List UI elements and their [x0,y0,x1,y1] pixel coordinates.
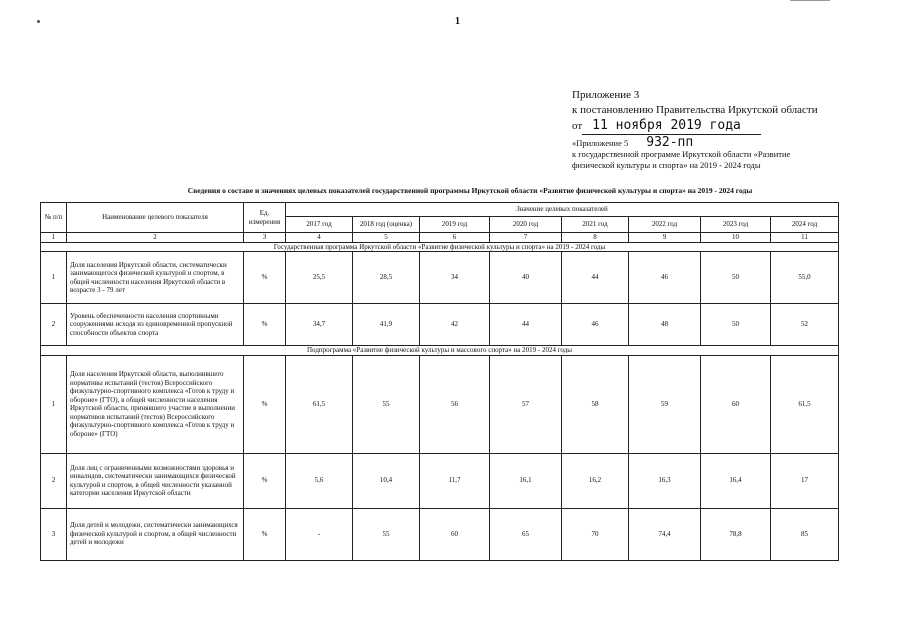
row-value: 50 [701,304,771,346]
row-value: 57 [490,355,562,453]
row-value: 5,6 [286,453,353,508]
row-value: 55 [353,508,420,560]
section-title: Государственная программа Иркутской области «Развитие физической культуры и спорта» на 2019 - 2024 годы [41,242,839,252]
column-index: 1 [41,233,67,243]
column-index: 4 [286,233,353,243]
row-value: 60 [701,355,771,453]
row-num: 1 [41,252,67,304]
row-value: 70 [562,508,629,560]
appendix-ref-block [572,137,832,171]
header-name: Наименование целевого показателя [67,203,244,233]
row-num: 2 [41,453,67,508]
header-year: 2017 год [286,217,353,233]
row-value: 78,8 [701,508,771,560]
appendix-line1: Приложение 3 [572,89,640,101]
row-num: 2 [41,304,67,346]
column-index: 5 [353,233,420,243]
appendix-ref-text: к государственной программе Иркутской области «Развитие физической культуры и спорта» на 2019 - 2024 годы [572,149,791,170]
row-unit: % [244,252,286,304]
row-value: 16,4 [701,453,771,508]
column-index: 6 [420,233,490,243]
row-num: 1 [41,355,67,453]
row-value: 28,5 [353,252,420,304]
appendix-ref-prefix: «Приложение 5 [572,138,629,148]
table-row [41,453,839,508]
header-num: № п/п [41,203,67,233]
column-index: 7 [490,233,562,243]
row-unit: % [244,508,286,560]
row-value: 85 [771,508,839,560]
row-value: 16,2 [562,453,629,508]
row-value: 59 [629,355,701,453]
row-name: Доля детей и молодежи, систематически занимающихся физической культурой и спортом, в общей численности детей и молодежи [67,508,244,560]
row-name: Доля лиц с ограниченными возможностями здоровья и инвалидов, систематически занимающихся физической культурой и спортом, в общей численности указанной категории населения Иркутской области [67,453,244,508]
row-value: 16,1 [490,453,562,508]
row-value: 16,3 [629,453,701,508]
scan-artifact-dot [37,20,40,23]
table-row [41,252,839,304]
appendix-date-line [572,118,818,135]
header-year: 2019 год [420,217,490,233]
row-value: 41,9 [353,304,420,346]
row-value: 44 [562,252,629,304]
appendix-block [572,88,818,135]
row-value: 48 [629,304,701,346]
document-title: Сведения о составе и значениях целевых показателей государственной программы Иркутской области «Развитие физической культуры и спорта» на 2019 - 2024 годы [187,186,753,195]
row-value: 25,5 [286,252,353,304]
header-row [41,203,839,217]
column-index: 3 [244,233,286,243]
header-year: 2021 год [562,217,629,233]
row-value: 11,7 [420,453,490,508]
section-title: Подпрограмма «Развитие физической культуры и массового спорта» на 2019 - 2024 годы [41,346,839,356]
appendix-ref-line [572,137,832,149]
header-year: 2023 год [701,217,771,233]
row-name: Уровень обеспеченности населения спортивными сооружениями исходя из единовременной пропускной способности объектов спорта [67,304,244,346]
page-number: 1 [455,16,460,27]
row-value: 46 [629,252,701,304]
column-index: 8 [562,233,629,243]
table-row [41,508,839,560]
header-year: 2020 год [490,217,562,233]
row-value: 40 [490,252,562,304]
column-index: 11 [771,233,839,243]
row-num: 3 [41,508,67,560]
appendix-from-label: от [572,120,583,132]
row-value: 58 [562,355,629,453]
row-value: 74,4 [629,508,701,560]
header-year: 2024 год [771,217,839,233]
section-row [41,346,839,356]
header-values-group: Значение целевых показателей [286,203,839,217]
row-value: 55,0 [771,252,839,304]
table-row [41,304,839,346]
row-value: 56 [420,355,490,453]
row-value: 42 [420,304,490,346]
row-unit: % [244,355,286,453]
row-value: 34 [420,252,490,304]
appendix-line2: к постановлению Правительства Иркутской области [572,104,818,116]
row-unit: % [244,453,286,508]
row-value: 61,5 [771,355,839,453]
row-value: 55 [353,355,420,453]
row-name: Доля населения Иркутской области, выполнившего нормативы испытаний (тестов) Всероссийского физкультурно-спортивного комплекса «Готов к труду и обороне» (ГТО), в общей численности населения Иркутской области, принявшего участие в выполнении нормативов испытаний (тестов) Всероссийского физкультурно-спортивного комплекса «Готов к труду и обороне» (ГТО) [67,355,244,453]
header-year: 2022 год [629,217,701,233]
header-unit: Ед. измерения [244,203,286,233]
row-unit: % [244,304,286,346]
row-value: 17 [771,453,839,508]
row-value: - [286,508,353,560]
column-index: 2 [67,233,244,243]
row-value: 10,4 [353,453,420,508]
row-value: 50 [701,252,771,304]
column-index: 9 [629,233,701,243]
column-index-row [41,233,839,243]
table-row [41,355,839,453]
section-row [41,242,839,252]
row-value: 44 [490,304,562,346]
row-value: 61,5 [286,355,353,453]
row-value: 52 [771,304,839,346]
row-value: 60 [420,508,490,560]
scan-artifact-line [790,0,830,1]
column-index: 10 [701,233,771,243]
row-value: 46 [562,304,629,346]
header-year: 2018 год (оценка) [353,217,420,233]
row-value: 65 [490,508,562,560]
row-value: 34,7 [286,304,353,346]
indicators-table [40,202,839,561]
appendix-ref-number: 932-пп [646,135,694,150]
row-name: Доля населения Иркутской области, систематически занимающегося физической культурой и спортом, в общей численности населения Иркутской области в возрасте 3 - 79 лет [67,252,244,304]
appendix-date: 11 ноября 2019 года [592,118,741,133]
